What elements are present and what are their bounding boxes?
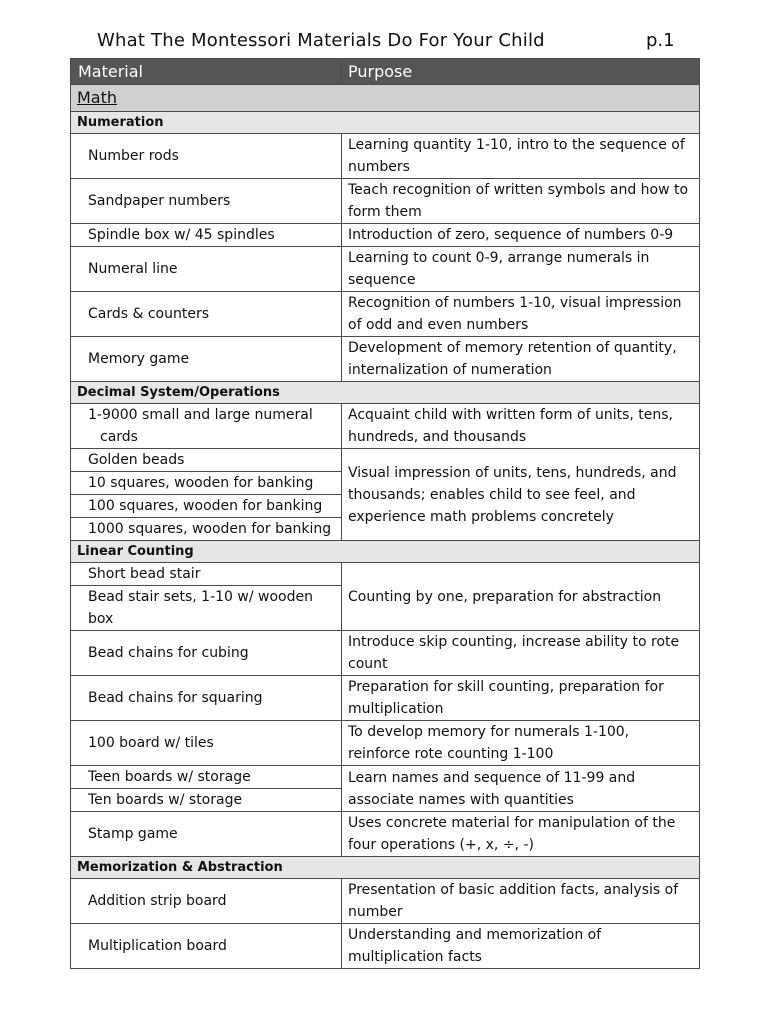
section-row-math — [71, 85, 700, 112]
purpose-cell: To develop memory for numerals 1-100, reinforce rote counting 1-100 — [342, 721, 700, 766]
purpose-cell: Introduce skip counting, increase ability to rote count — [342, 631, 700, 676]
material-cell: Multiplication board — [71, 924, 342, 969]
subsection-row-decimal — [71, 382, 700, 404]
table-row — [71, 337, 700, 382]
material-cell: 100 squares, wooden for banking — [71, 495, 342, 518]
purpose-cell: Counting by one, preparation for abstraction — [342, 563, 700, 631]
subsection-title: Linear Counting — [71, 541, 700, 563]
table-row — [71, 404, 700, 449]
section-title: Math — [77, 88, 118, 107]
column-header-material: Material — [71, 59, 342, 85]
material-line: cards — [100, 429, 138, 445]
material-cell: Memory game — [71, 337, 342, 382]
column-header-purpose: Purpose — [342, 59, 700, 85]
purpose-cell: Learn names and sequence of 11-99 and associate names with quantities — [342, 766, 700, 812]
purpose-cell: Visual impression of units, tens, hundreds, and thousands; enables child to see feel, and experience math problems concretely — [342, 449, 700, 541]
purpose-cell: Teach recognition of written symbols and how to form them — [342, 179, 700, 224]
table-row — [71, 812, 700, 857]
page-number: p.1 — [646, 30, 675, 51]
material-cell: Ten boards w/ storage — [71, 789, 342, 812]
material-cell: Short bead stair — [71, 563, 342, 586]
material-cell: Bead chains for cubing — [71, 631, 342, 676]
table-row — [71, 563, 700, 586]
material-cell: Bead stair sets, 1-10 w/ wooden box — [71, 586, 342, 631]
table-row — [71, 924, 700, 969]
table-row — [71, 179, 700, 224]
table-header-row — [71, 59, 700, 85]
purpose-cell: Recognition of numbers 1-10, visual impression of odd and even numbers — [342, 292, 700, 337]
material-cell: Spindle box w/ 45 spindles — [71, 224, 342, 247]
material-cell: Numeral line — [71, 247, 342, 292]
purpose-cell: Preparation for skill counting, preparation for multiplication — [342, 676, 700, 721]
table-row — [71, 292, 700, 337]
page-title: What The Montessori Materials Do For Your Child — [97, 30, 545, 51]
table-row — [71, 224, 700, 247]
purpose-cell: Introduction of zero, sequence of numbers 0-9 — [342, 224, 700, 247]
material-cell — [71, 404, 342, 449]
purpose-cell: Understanding and memorization of multiplication facts — [342, 924, 700, 969]
subsection-row-numeration — [71, 112, 700, 134]
materials-table — [70, 58, 700, 969]
material-cell: 10 squares, wooden for banking — [71, 472, 342, 495]
subsection-row-linear — [71, 541, 700, 563]
purpose-cell: Acquaint child with written form of units, tens, hundreds, and thousands — [342, 404, 700, 449]
material-cell: Addition strip board — [71, 879, 342, 924]
material-cell: Teen boards w/ storage — [71, 766, 342, 789]
table-row — [71, 676, 700, 721]
table-row — [71, 449, 700, 472]
table-row — [71, 879, 700, 924]
material-cell: Bead chains for squaring — [71, 676, 342, 721]
purpose-cell: Learning to count 0-9, arrange numerals in sequence — [342, 247, 700, 292]
table-row — [71, 631, 700, 676]
material-cell: Golden beads — [71, 449, 342, 472]
table-row — [71, 766, 700, 789]
subsection-title: Decimal System/Operations — [71, 382, 700, 404]
material-line: 1-9000 small and large numeral — [88, 407, 313, 423]
subsection-title: Memorization & Abstraction — [71, 857, 700, 879]
purpose-cell: Presentation of basic addition facts, analysis of number — [342, 879, 700, 924]
material-cell: Stamp game — [71, 812, 342, 857]
subsection-row-memorization — [71, 857, 700, 879]
table-row — [71, 721, 700, 766]
material-cell: Sandpaper numbers — [71, 179, 342, 224]
material-cell: 1000 squares, wooden for banking — [71, 518, 342, 541]
material-cell: 100 board w/ tiles — [71, 721, 342, 766]
purpose-cell: Uses concrete material for manipulation of the four operations (+, x, ÷, -) — [342, 812, 700, 857]
material-cell: Number rods — [71, 134, 342, 179]
table-row — [71, 247, 700, 292]
material-cell: Cards & counters — [71, 292, 342, 337]
table-row — [71, 134, 700, 179]
purpose-cell: Development of memory retention of quantity, internalization of numeration — [342, 337, 700, 382]
subsection-title: Numeration — [71, 112, 700, 134]
purpose-cell: Learning quantity 1-10, intro to the sequence of numbers — [342, 134, 700, 179]
